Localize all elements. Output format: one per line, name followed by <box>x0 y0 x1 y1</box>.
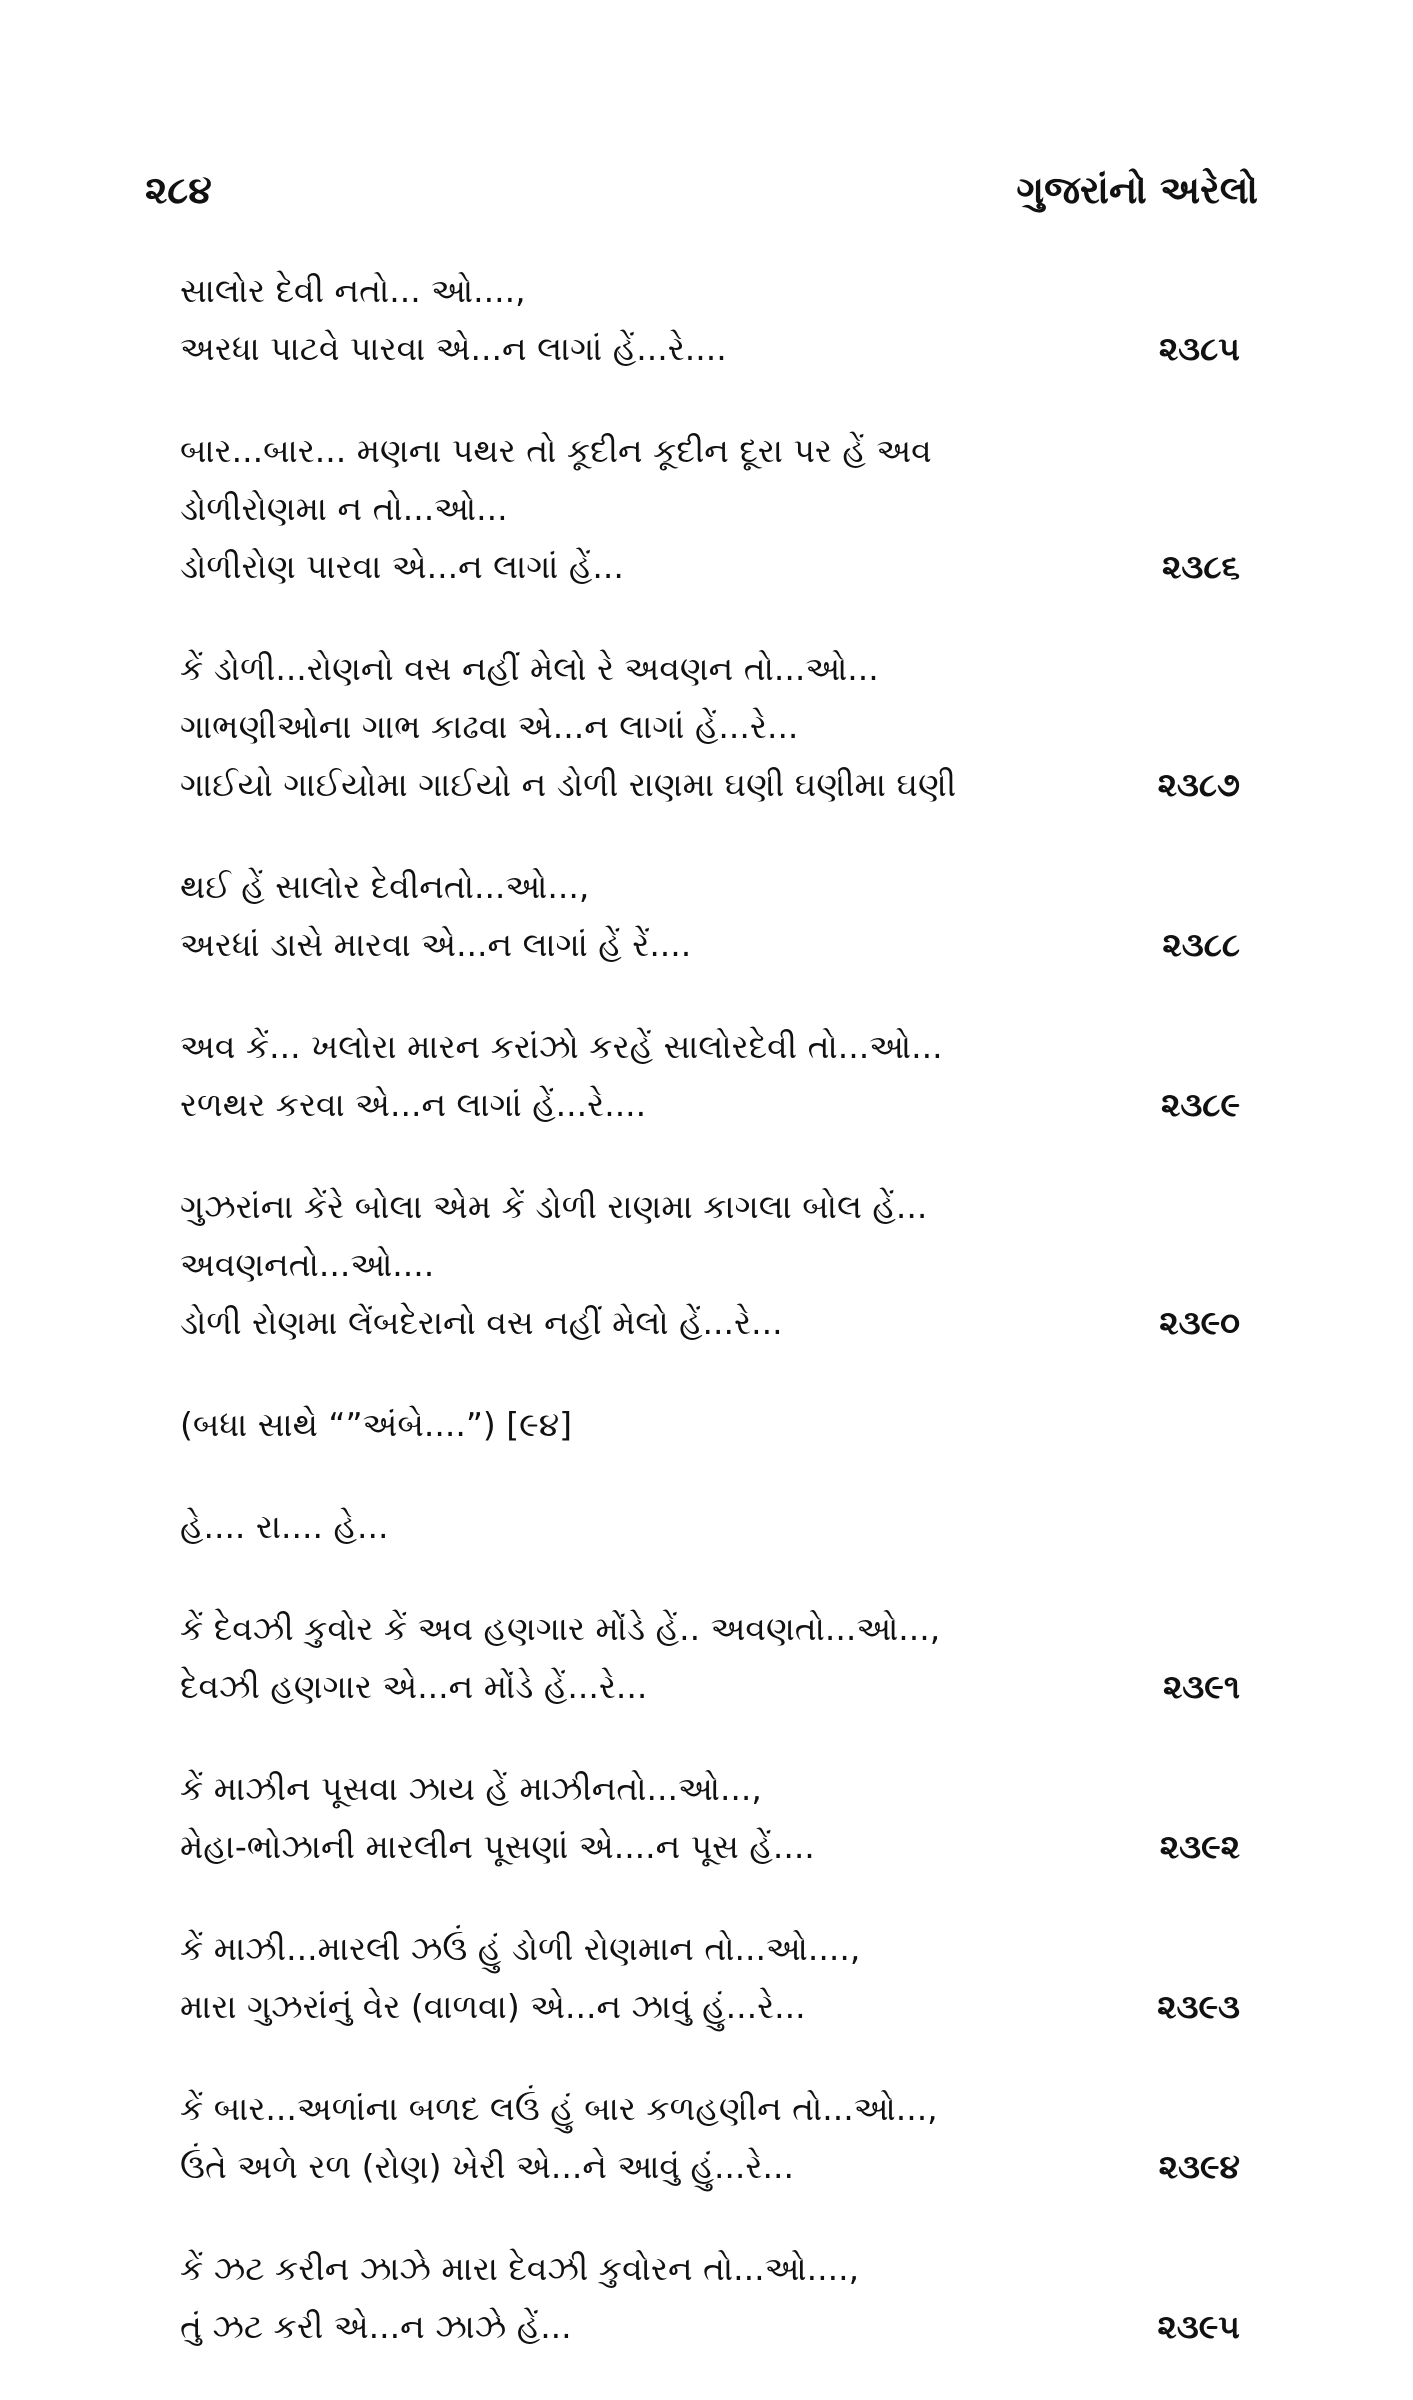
stanza-2392 <box>180 1760 1240 1876</box>
verse-line: મેહા-ભોઝાની મારલીન પૂસણાં એ....ન પૂસ હેં.... <box>180 1827 815 1866</box>
verse-line: કેં દેવઝી કુવોર કેં અવ હણગાર મોંડે હેં.. અવણતો...ઓ..., <box>180 1609 941 1648</box>
stanza-2395 <box>180 2240 1240 2356</box>
stanza-2391 <box>180 1600 1240 1716</box>
stanza-2389 <box>180 1018 1240 1134</box>
verse-line: ડોળીરોણ પારવા એ...ન લાગાં હેં... <box>180 547 624 586</box>
verse-number: ૨૩૯૧ <box>1162 1667 1240 1706</box>
verse-number: ૨૩૯૪ <box>1158 2147 1240 2186</box>
verse-line: થઈ હેં સાલોર દેવીનતો...ઓ..., <box>180 867 590 906</box>
verse-number: ૨૩૯૩ <box>1157 1987 1240 2026</box>
verse-number: ૨૩૯૫ <box>1157 2307 1240 2346</box>
stanza-2386 <box>180 422 1240 596</box>
verse-number: ૨૩૮૬ <box>1162 547 1240 586</box>
verse-line: તું ઝટ કરી એ...ન ઝાઝે હેં... <box>180 2307 572 2346</box>
verse-line: અવ કેં... ખલોરા મારન કરાંઝો કરહેં સાલોરદેવી તો...ઓ... <box>180 1027 943 1066</box>
verse-line: ડોળી રોણમા લેંબદેરાનો વસ નહીં મેલો હેં...રે... <box>180 1303 783 1342</box>
verse-number: ૨૩૮૯ <box>1160 1085 1240 1124</box>
verse-line: ગુઝરાંના કેંરે બોલા એમ કેં ડોળી રાણમા કાગલા બોલ હેં... <box>180 1187 928 1226</box>
verse-line: સાલોર દેવી નતો... ઓ...., <box>180 271 526 310</box>
verse-number: ૨૩૯૦ <box>1159 1303 1240 1342</box>
verse-line: અવણનતો...ઓ.... <box>180 1245 435 1284</box>
verse-number: ૨૩૮૫ <box>1158 329 1240 368</box>
verse-line: કેં બાર...અળાંના બળદ લઉં હું બાર કળહણીન તો...ઓ..., <box>180 2089 938 2128</box>
verse-line: કેં ઝટ કરીન ઝાઝે મારા દેવઝી કુવોરન તો...ઓ...., <box>180 2249 860 2288</box>
verse-line: રળથર કરવા એ...ન લાગાં હેં...રે.... <box>180 1085 647 1124</box>
verse-line: દેવઝી હણગાર એ...ન મોંડે હેં...રે... <box>180 1667 648 1706</box>
verse-number: ૨૩૮૭ <box>1157 765 1240 804</box>
stanza-2387 <box>180 640 1240 814</box>
verse-line: અરધા પાટવે પારવા એ...ન લાગાં હેં...રે.... <box>180 329 727 368</box>
verse-line: બાર...બાર... મણના પથર તો કૂદીન કૂદીન દૂરા પર હેં અવ <box>180 431 932 470</box>
page-number: ૨૮૪ <box>145 168 212 212</box>
refrain-note: હે.... રા.... હે... <box>180 1507 389 1546</box>
stanza-2390 <box>180 1178 1240 1352</box>
verse-line: અરધાં ડાસે મારવા એ...ન લાગાં હેં રેં.... <box>180 925 692 964</box>
verse-line: કેં ડોળી...રોણનો વસ નહીં મેલો રે અવણન તો...ઓ... <box>180 649 879 688</box>
verse-line: ડોળીરોણમા ન તો...ઓ... <box>180 489 508 528</box>
verse-line: ગાભણીઓના ગાભ કાઢવા એ...ન લાગાં હેં...રે... <box>180 707 799 746</box>
verse-line: કેં માઝી...મારલી ઝઉં હું ડોળી રોણમાન તો...ઓ...., <box>180 1929 861 1968</box>
stanza-2393 <box>180 1920 1240 2036</box>
verse-body <box>180 262 1240 2400</box>
verse-line: મારા ગુઝરાંનું વેર (વાળવા) એ...ન ઝાવું હું...રે... <box>180 1987 806 2026</box>
stanza-2388 <box>180 858 1240 974</box>
verse-line: કેં માઝીન પૂસવા ઝાય હેં માઝીનતો...ઓ..., <box>180 1769 762 1808</box>
verse-number: ૨૩૮૮ <box>1162 925 1240 964</box>
verse-number: ૨૩૯૨ <box>1159 1827 1240 1866</box>
stanza-2385 <box>180 262 1240 378</box>
verse-line: ઉંતે અળે રળ (રોણ) ખેરી એ...ને આવું હું...રે... <box>180 2147 794 2186</box>
running-title: ગુજરાંનો અરેલો <box>1016 168 1258 212</box>
verse-line: ગાઈયો ગાઈયોમા ગાઈયો ન ડોળી રાણમા ઘણી ઘણીમા ઘણી <box>180 765 957 804</box>
stanza-2394 <box>180 2080 1240 2196</box>
chorus-note: (બધા સાથે “”અંબે....”) [૯૪] <box>180 1405 573 1444</box>
